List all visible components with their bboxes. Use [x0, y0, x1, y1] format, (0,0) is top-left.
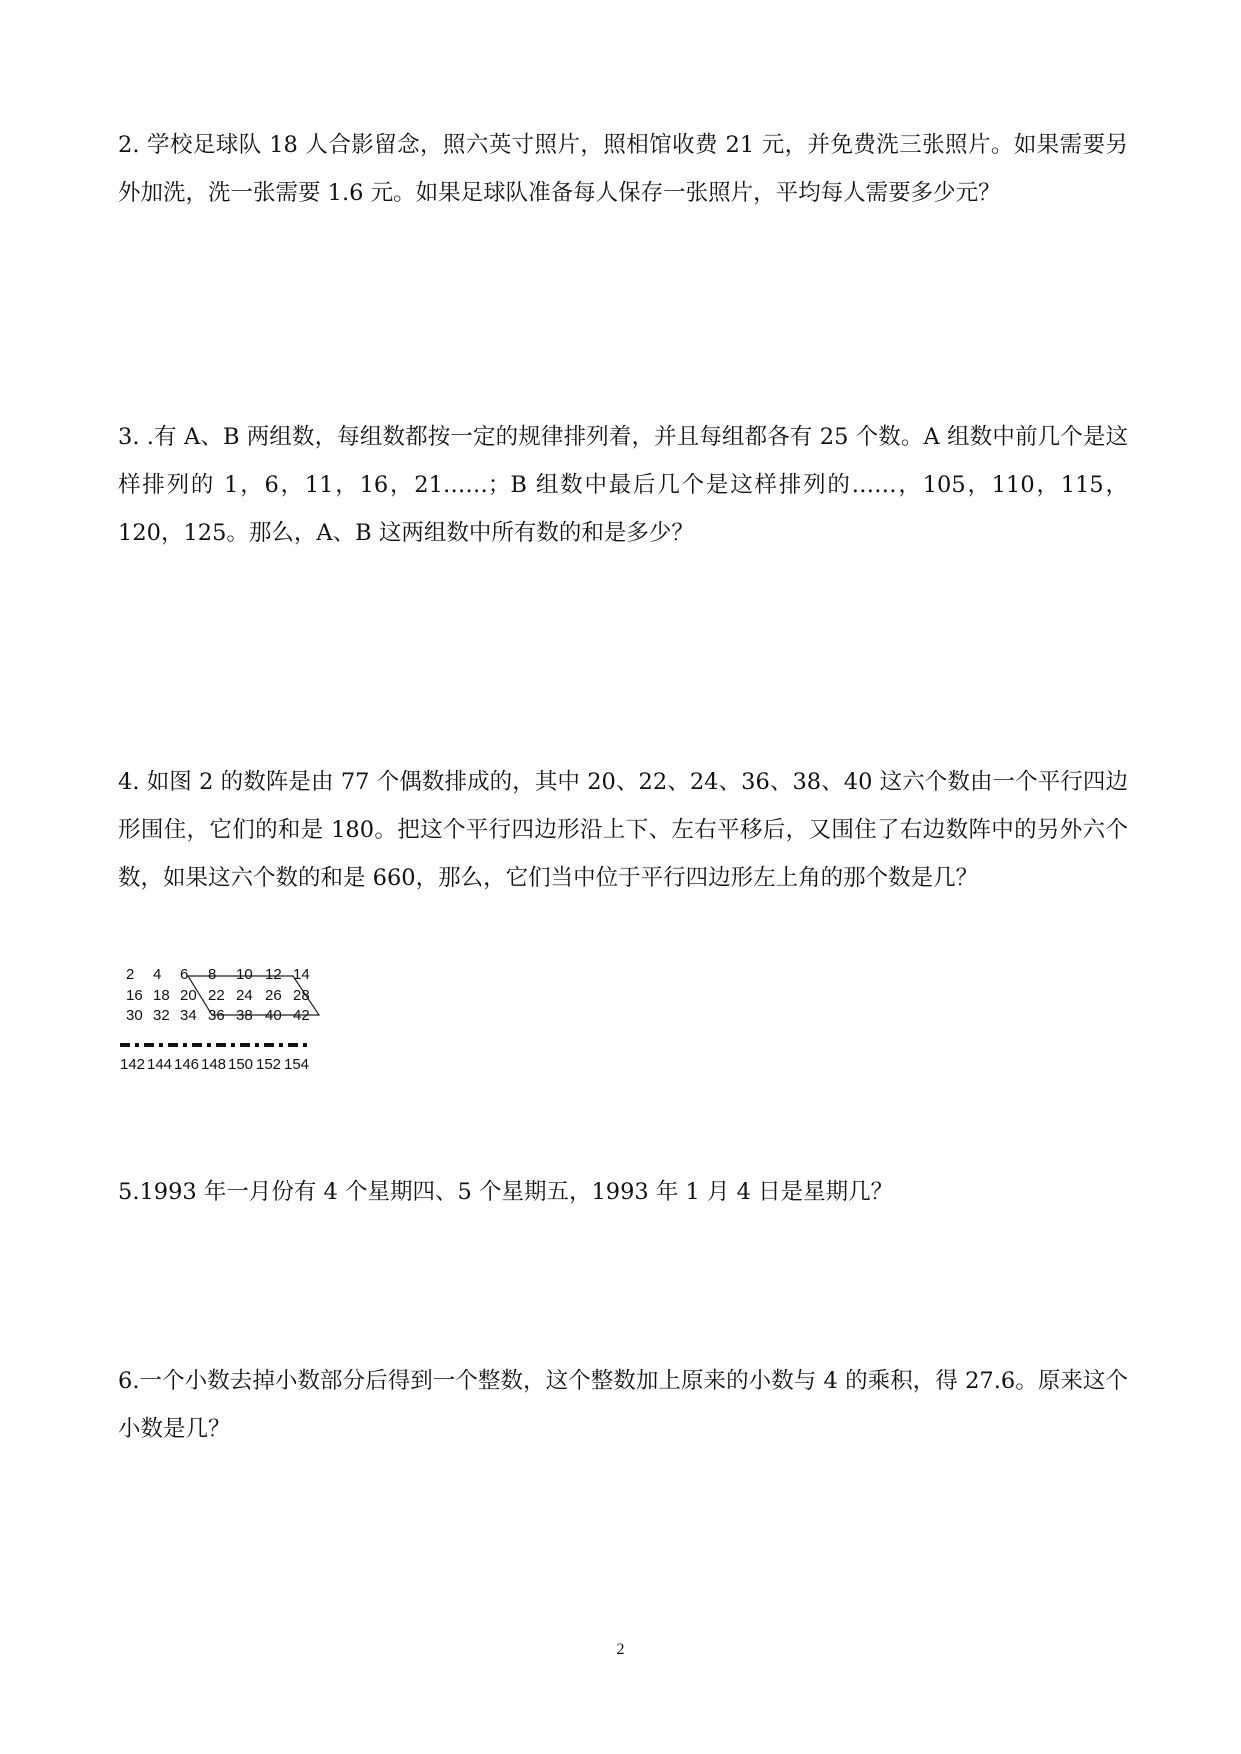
- problem-6-text: 6.一个小数去掉小数部分后得到一个整数，这个整数加上原来的小数与 4 的乘积，得 27.6。原来这个小数是几？: [118, 1368, 1128, 1442]
- array-cell: 24: [236, 987, 253, 1004]
- array-cell: 38: [236, 1007, 253, 1024]
- array-cell: 20: [180, 987, 197, 1004]
- problem-5-text: 5.1993 年一月份有 4 个星期四、5 个星期五，1993 年 1 月 4 日是星期几？: [118, 1179, 894, 1205]
- array-last-row-cell: 154: [284, 1056, 310, 1073]
- problem-2: [118, 121, 1128, 217]
- array-cell: 2: [126, 966, 135, 983]
- array-last-row-cell: 150: [228, 1056, 254, 1073]
- array-cell: 8: [208, 966, 217, 983]
- array-cell: 16: [126, 987, 143, 1004]
- array-cell: 26: [265, 987, 282, 1004]
- array-cell: 30: [126, 1007, 143, 1024]
- array-last-row-cell: 144: [147, 1056, 173, 1073]
- array-cell: 6: [180, 966, 189, 983]
- problem-3: [118, 413, 1128, 557]
- array-cell: 14: [293, 966, 310, 983]
- array-last-row-cell: 142: [120, 1056, 146, 1073]
- array-cell: 32: [153, 1007, 170, 1024]
- array-cell: 18: [153, 987, 170, 1004]
- array-cell: 36: [208, 1007, 225, 1024]
- array-cell: 10: [236, 966, 253, 983]
- array-cell: 12: [265, 966, 282, 983]
- problem-5: [118, 1168, 1128, 1216]
- problem-3-text: 3. .有 A、B 两组数，每组数都按一定的规律排列着，并且每组都各有 25 个数。A 组数中前几个是这样排列的 1，6，11，16，21……；B 组数中最后几个是这样排列的……，105，110，115，120，125。那么，A、B 这两组数中所有数的和是多少？: [118, 424, 1128, 546]
- array-cell: 40: [265, 1007, 282, 1024]
- problem-2-text: 2. 学校足球队 18 人合影留念，照六英寸照片，照相馆收费 21 元，并免费洗三张照片。如果需要另外加洗，洗一张需要 1.6 元。如果足球队准备每人保存一张照片，平均每人需要多少元？: [118, 132, 1128, 206]
- number-array-figure: [120, 965, 360, 1095]
- array-cell: 28: [293, 987, 310, 1004]
- array-cell: 4: [153, 966, 162, 983]
- array-last-row-cell: 152: [256, 1056, 282, 1073]
- array-cell: 22: [208, 987, 225, 1004]
- problem-4-text: 4. 如图 2 的数阵是由 77 个偶数排成的，其中 20、22、24、36、38、40 这六个数由一个平行四边形围住，它们的和是 180。把这个平行四边形沿上下、左右平移后，又围住了右边数阵中的另外六个数，如果这六个数的和是 660，那么，它们当中位于平行四边形左上角的那个数是几？: [118, 769, 1128, 891]
- problem-6: [118, 1357, 1128, 1453]
- number-array-diagram: [120, 965, 360, 1095]
- array-last-row-cell: 146: [174, 1056, 200, 1073]
- problem-4: [118, 758, 1128, 902]
- array-cell: 42: [293, 1007, 310, 1024]
- number-array-cells: [120, 966, 310, 1073]
- array-cell: 34: [180, 1007, 197, 1024]
- array-last-row-cell: 148: [201, 1056, 227, 1073]
- page-number: 2: [616, 1641, 625, 1658]
